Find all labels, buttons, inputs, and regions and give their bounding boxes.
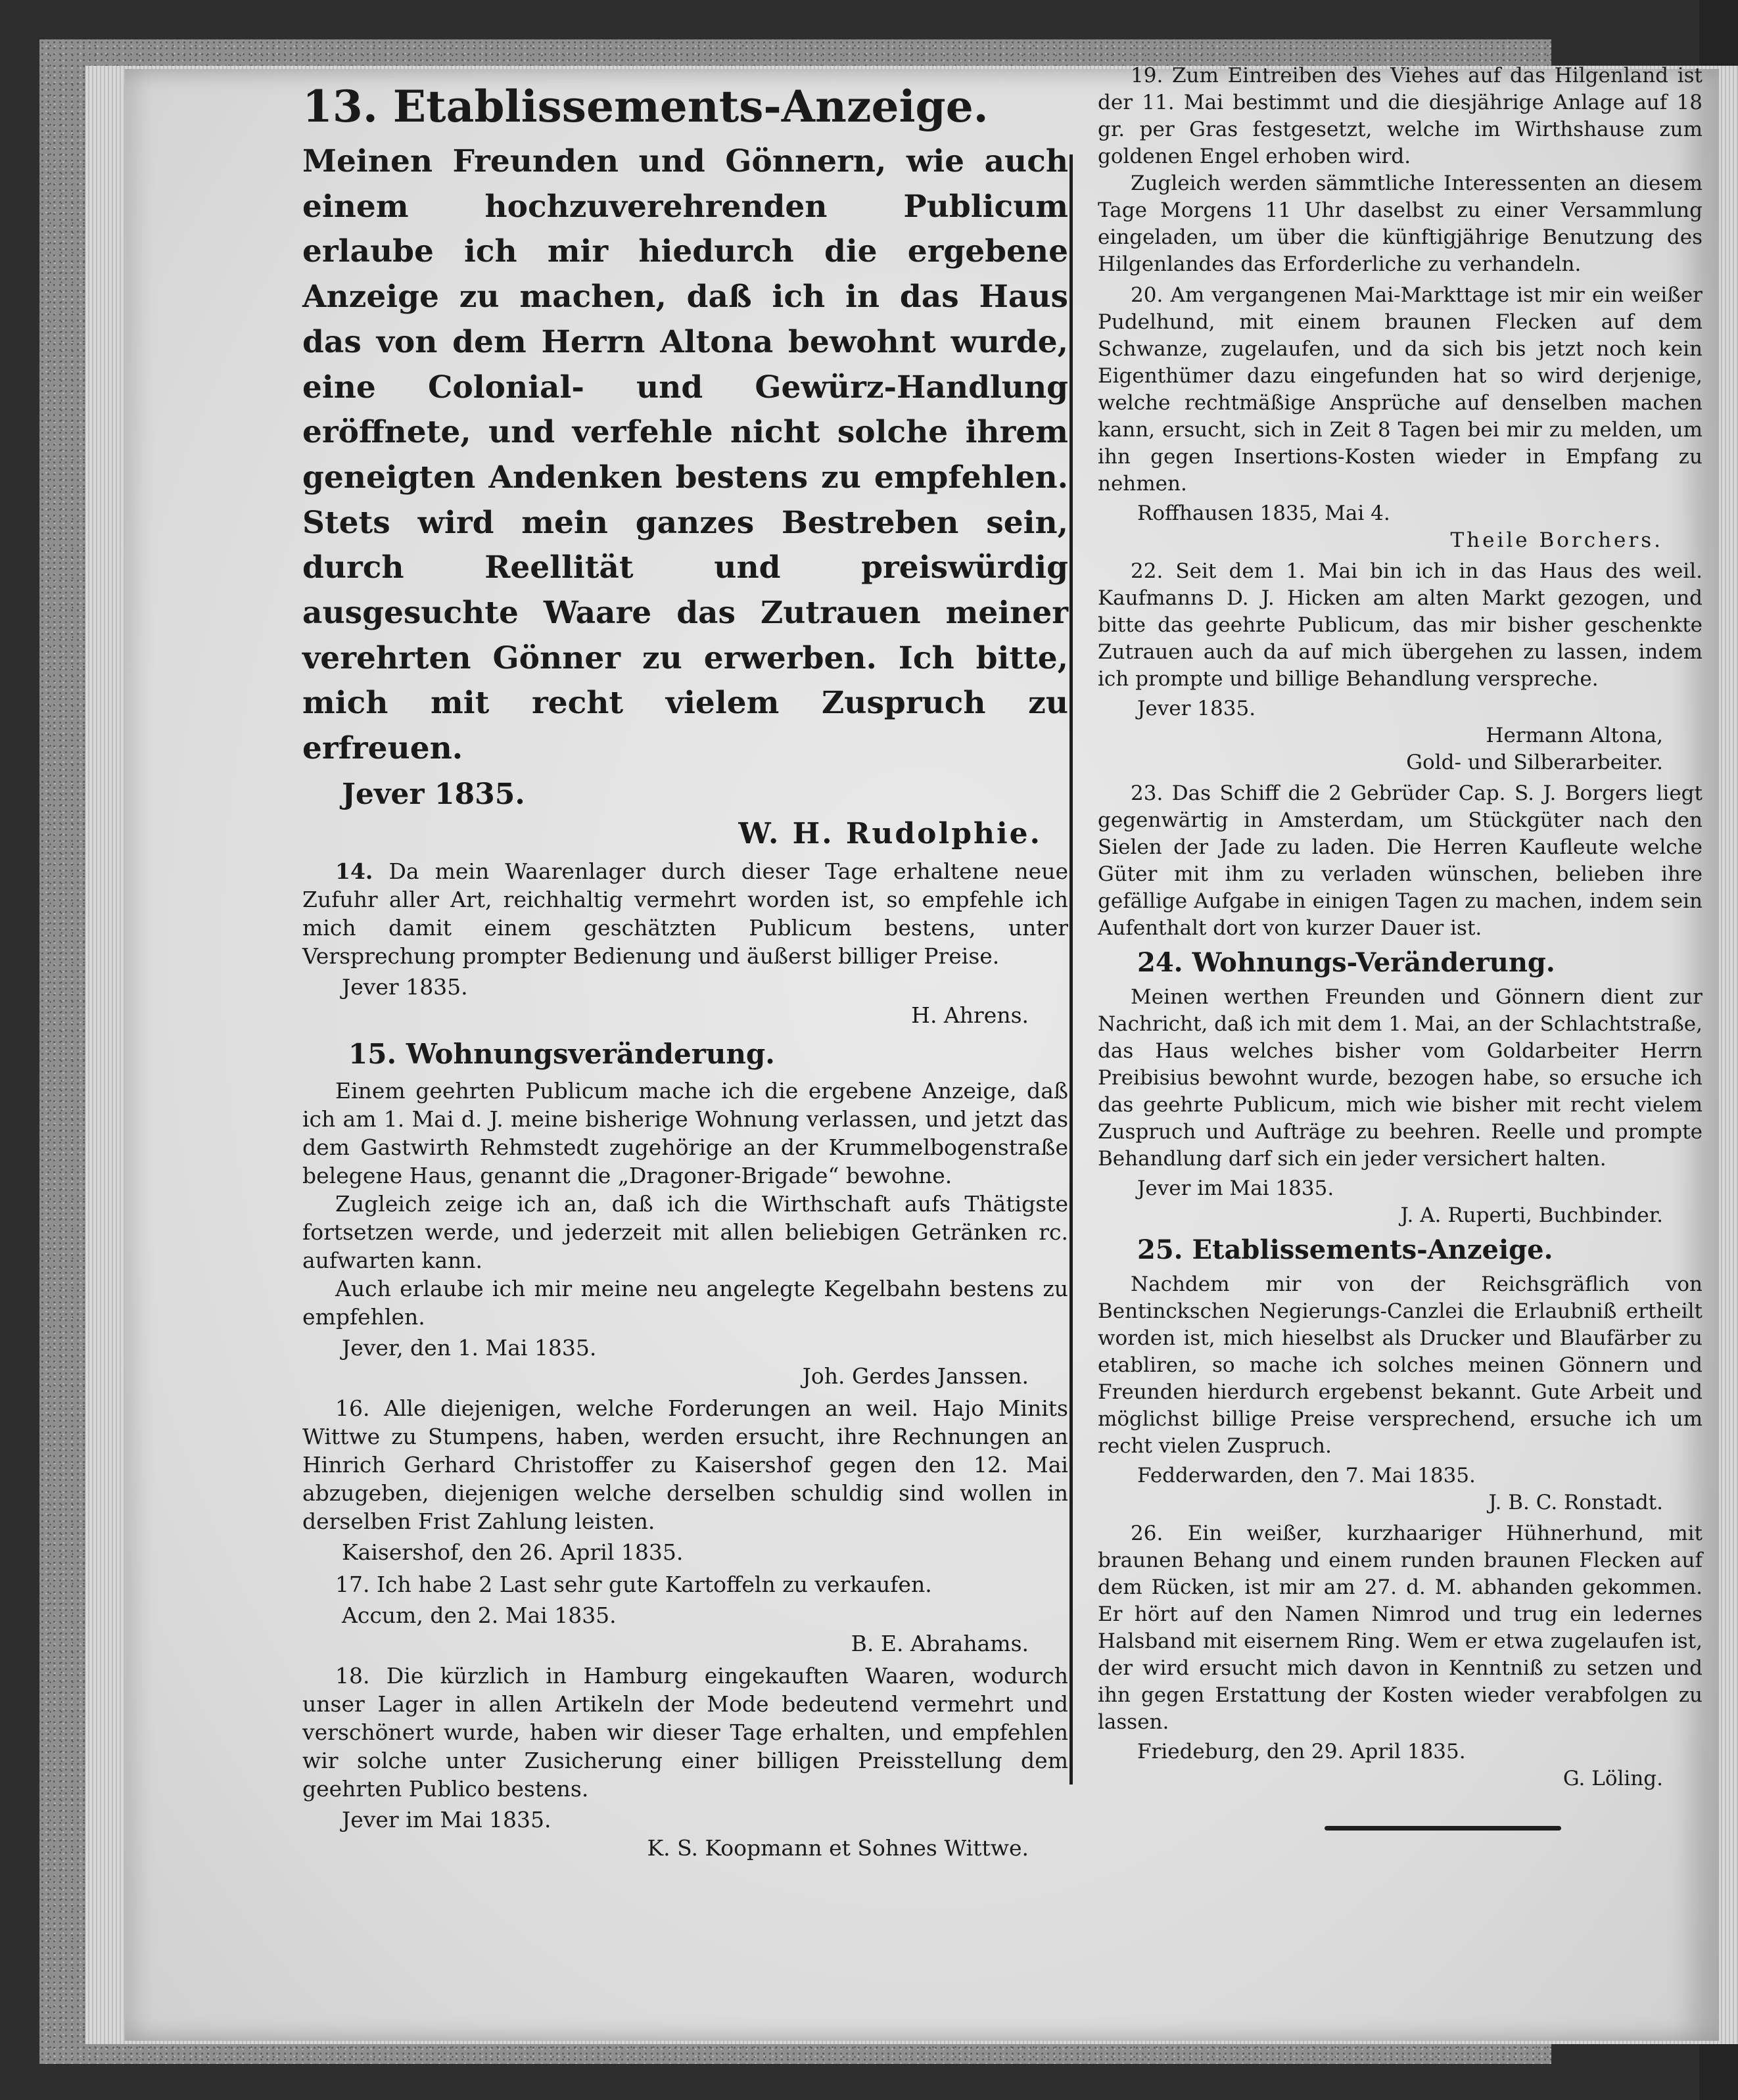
ad-25-body: Nachdem mir von der Reichsgräflich von Bentinckschen Negierungs-Canzlei die Erlaubniß ertheilt worden ist, mich hieselbst als Drucker und Blaufärber zu etabliren, so mache ich solches meinen Gönnern und Freunden hierdurch ergebenst bekannt. Gute Arbeit und möglichst billige Preise versprechend, ersuche ich um recht vielen Zuspruch. [1098,1272,1703,1458]
ad-17-signature: B. E. Abrahams. [851,1630,1029,1656]
ad-22-signature: Hermann Altona, [1486,724,1663,747]
ad-17-body: 17. Ich habe 2 Last sehr gute Kartoffeln zu verkaufen. [335,1571,932,1597]
ad-16 [302,1394,1068,1566]
ad-13 [302,79,1068,853]
ad-20-place: Roffhausen 1835, Mai 4. [1137,502,1390,525]
ad-14-body [302,857,1068,970]
ad-23-body: 23. Das Schiff die 2 Gebrüder Cap. S. J. Borgers liegt gegenwärtig in Amsterdam, um Stückgüter nach den Sielen der Jade zu laden. Die Herren Kaufleute welche Güter mit ihm zu verladen wünschen, belieben ihre gefällige Aufgabe in einigen Tagen zu machen, indem sein Aufenthalt dort von kurzer Dauer ist. [1098,782,1703,940]
ad-26-place: Friedeburg, den 29. April 1835. [1137,1740,1466,1763]
ad-24-place: Jever im Mai 1835. [1137,1177,1334,1200]
ad-25-heading: 25. Etablissements-Anzeige. [1137,1234,1553,1265]
ad-15-place: Jever, den 1. Mai 1835. [342,1334,597,1361]
ad-26-body: 26. Ein weißer, kurzhaariger Hühnerhund, mit braunen Behang und einem runden braunen Flecken auf dem Rücken, ist mir am 27. d. M. abhanden gekommen. Er hört auf den Namen Nimrod und trug ein ledernes Halsband mit eisernem Ring. Wem er etwa zugelaufen ist, der wird ersucht mich davon in Kenntniß zu setzen und ihn gegen Erstattung der Kosten wieder verabfolgen zu lassen. [1098,1522,1703,1734]
right-column [1098,62,1703,1796]
ad-26 [1098,1520,1703,1792]
ad-22-place: Jever 1835. [1137,697,1256,720]
ad-13-body: Meinen Freunden und Gönnern, wie auch einem hochzuverehrenden Publicum erlaube ich mir hiedurch die ergebene Anzeige zu machen, daß ich in das Haus das von dem Herrn Altona bewohnt wurde, eine Colonial- und Gewürz-Handlung eröffnete, und verfehle nicht solche ihrem geneigten Andenken bestens zu empfehlen. Stets wird mein ganzes Bestreben sein, durch Reellität und preiswürdig ausgesuchte Waare das Zutrauen meiner verehrten Gönner zu erwerben. Ich bitte, mich mit recht vielem Zuspruch zu erfreuen. [302,143,1068,767]
ad-18-body: 18. Die kürzlich in Hamburg eingekauften Waaren, wodurch unser Lager in allen Artikeln der Mode bedeutend vermehrt und verschönert wurde, haben wir dieser Tage erhalten, und empfehlen wir solche unter Zusicherung einer billigen Preisstellung dem geehrten Publico bestens. [302,1662,1068,1802]
left-column [302,79,1068,1866]
ad-20 [1098,282,1703,554]
ad-25 [1098,1233,1703,1516]
ad-14 [302,857,1068,1029]
ad-18-signature: K. S. Koopmann et Sohnes Wittwe. [647,1834,1029,1861]
ad-22-signature-title: Gold- und Silberarbeiter. [1406,751,1663,774]
ad-25-place: Fedderwarden, den 7. Mai 1835. [1137,1464,1476,1487]
ad-14-place: Jever 1835. [342,973,468,1000]
end-rule [1325,1826,1561,1831]
ad-17 [302,1570,1068,1658]
ad-22 [1098,558,1703,776]
ad-24-heading: 24. Wohnungs-Veränderung. [1137,947,1555,978]
ad-24 [1098,946,1703,1229]
ad-15-paragraph-1: Einem geehrten Publicum mache ich die ergebene Anzeige, daß ich am 1. Mai d. J. meine bisherige Wohnung verlassen, und jetzt das dem Gastwirth Rehmstedt zugehörige an der Krummelbogenstraße belegene Haus, genannt die „Dragoner-Brigade“ bewohne. [302,1077,1068,1188]
ad-24-signature: J. A. Ruperti, Buchbinder. [1400,1203,1663,1227]
column-divider [1069,154,1073,1785]
ad-19 [1098,62,1703,278]
ad-20-body: 20. Am vergangenen Mai-Markttage ist mir ein weißer Pudelhund, mit einem braunen Flecken auf dem Schwanze, zugelaufen, und da sich bis jetzt noch kein Eigenthümer dazu eingefunden hat so wird derjenige, welche rechtmäßige Ansprüche auf denselben machen kann, ersucht, sich in Zeit 8 Tagen bei mir zu melden, um ihn gegen Insertions-Kosten wieder in Empfang zu nehmen. [1098,283,1703,496]
ad-19-paragraph-1: 19. Zum Eintreiben des Viehes auf das Hilgenland ist der 11. Mai bestimmt und die diesjährige Anlage auf 18 gr. per Gras festgesetzt, welche im Wirthshause zum goldenen Engel erhoben wird. [1098,64,1703,168]
ad-15-signature: Joh. Gerdes Janssen. [802,1363,1029,1389]
ad-26-signature: G. Löling. [1562,1767,1663,1790]
ad-18-place: Jever im Mai 1835. [342,1806,552,1832]
ad-14-text: Da mein Waarenlager durch dieser Tage erhaltene neue Zufuhr aller Art, reichhaltig vermehrt worden ist, so empfehle ich mich damit einem geschätzten Publicum bestens, unter Versprechung prompter Bedienung und äußerst billiger Preise. [302,858,1068,969]
ad-15 [302,1036,1068,1390]
ad-13-place: Jever 1835. [342,777,525,811]
ad-25-signature: J. B. C. Ronstadt. [1488,1491,1663,1514]
ad-19-paragraph-2: Zugleich werden sämmtliche Interessenten an diesem Tage Morgens 11 Uhr daselbst zu einer Versammlung eingeladen, um über die künftigjährige Benutzung des Hilgenlandes das Erforderliche zu verhandeln. [1098,172,1703,276]
ad-20-signature: Theile Borchers. [1450,528,1663,552]
ad-23 [1098,780,1703,942]
ad-17-place: Accum, den 2. Mai 1835. [342,1602,617,1628]
ad-13-heading: 13. Etablissements-Anzeige. [302,81,989,132]
ad-16-place: Kaisershof, den 26. April 1835. [342,1539,684,1565]
ad-24-body: Meinen werthen Freunden und Gönnern dient zur Nachricht, daß ich mit dem 1. Mai, an der Schlachtstraße, das Haus welches bisher vom Goldarbeiter Herrn Preibisius bewohnt wurde, bezogen habe, so ersuche ich das geehrte Publicum, mich wie bisher mit recht vielem Zuspruch und Aufträge zu beehren. Reelle und prompte Behandlung darf sich ein jeder versichert halten. [1098,985,1703,1171]
ad-14-number: 14. [335,858,373,884]
ad-18 [302,1662,1068,1862]
ad-15-paragraph-3: Auch erlaube ich mir meine neu angelegte Kegelbahn bestens zu empfehlen. [302,1275,1068,1330]
ad-15-heading: 15. Wohnungsveränderung. [348,1037,775,1070]
ad-15-paragraph-2: Zugleich zeige ich an, daß ich die Wirthschaft aufs Thätigste fortsetzen werde, und jederzeit mit allen beliebigen Getränken rc. aufwarten kann. [302,1190,1068,1273]
ad-16-body: 16. Alle diejenigen, welche Forderungen an weil. Hajo Minits Wittwe zu Stumpens, haben, werden ersucht, ihre Rechnungen an Hinrich Gerhard Christoffer zu Kaisershof gegen den 12. Mai abzugeben, diejenigen welche derselben schuldig sind wollen in derselben Frist Zahlung leisten. [302,1395,1068,1534]
ad-14-signature: H. Ahrens. [911,1002,1029,1028]
ad-22-body: 22. Seit dem 1. Mai bin ich in das Haus des weil. Kaufmanns D. J. Hicken am alten Markt gezogen, und bitte das geehrte Publicum, das mir bisher geschenkte Zutrauen auch da auf mich übergehen zu lassen, indem ich prompte und billige Behandlung verspreche. [1098,559,1703,691]
ad-13-signature: W. H. Rudolphie. [738,816,1042,851]
